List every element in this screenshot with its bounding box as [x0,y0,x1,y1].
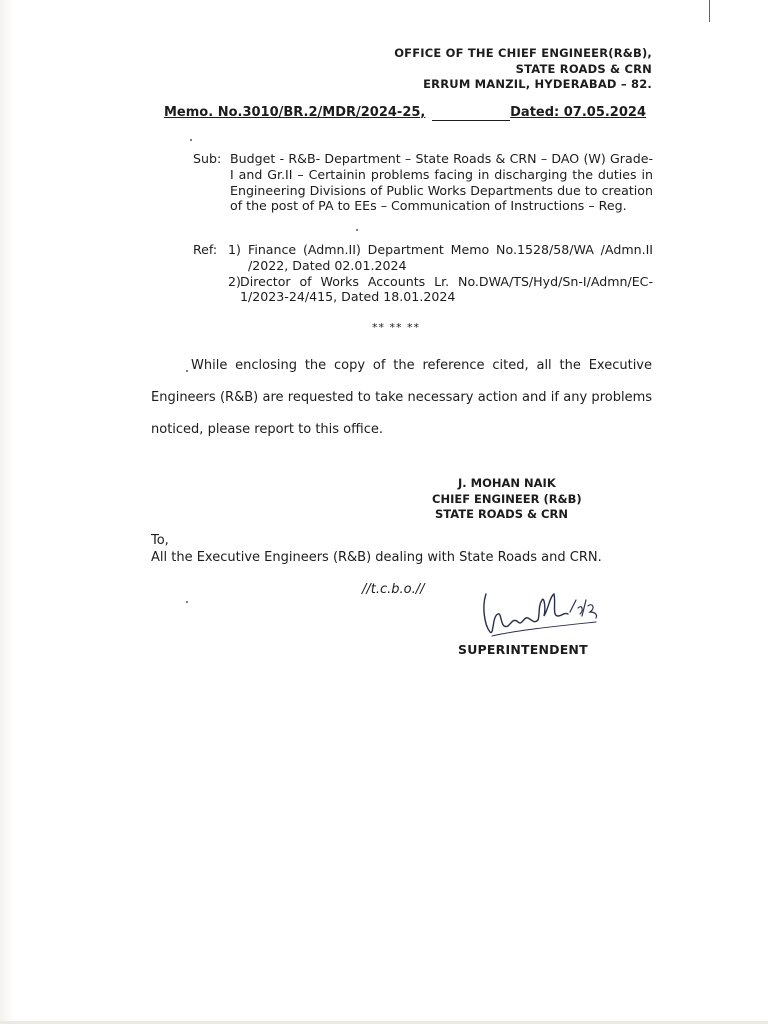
reference-label: Ref: [193,242,218,257]
office-header [394,46,652,93]
scan-speck [356,229,358,231]
signatory-block [432,476,582,523]
subject-label: Sub: [193,151,222,166]
reference-list [228,242,653,305]
handwritten-signature [478,586,608,642]
section-separator: ** ** ** [372,321,420,334]
reference-text: Director of Works Accounts Lr. No.DWA/TS/Hyd/Sn-I/Admn/EC-1/2023-24/415, Dated 18.01.2024 [240,273,653,305]
page-edge-mark [709,0,710,22]
addressee-label: To, [151,533,169,548]
subject-text: Budget - R&B- Department – State Roads & CRN – DAO (W) Grade-I and Gr.II – Certainin problems facing in discharging the duties in Engineering Divisions of Public Works Departments due to creation of the post of PA to EEs – Communication of Instructions – Reg. [230,151,653,214]
office-line-3: ERRUM MANZIL, HYDERABAD – 82. [423,77,652,91]
office-line-1: OFFICE OF THE CHIEF ENGINEER(R&B), [394,46,652,60]
addressee-text: All the Executive Engineers (R&B) dealing with State Roads and CRN. [151,550,602,565]
page-left-edge [0,0,14,1024]
reference-item [228,242,653,274]
scan-speck [186,601,188,603]
body-paragraph: While enclosing the copy of the reference cited, all the Executive Engineers (R&B) are requested to take necessary action and if any problems noticed, please report to this office. [151,358,652,437]
superintendent-label: SUPERINTENDENT [458,642,588,657]
signatory-office: STATE ROADS & CRN [435,507,568,521]
memo-underline-rule [432,120,510,121]
reference-number: 1) [228,242,241,257]
signatory-name: J. MOHAN NAIK [458,476,556,490]
scan-speck [190,139,192,141]
reference-item [228,274,653,306]
memo-number: Memo. No.3010/BR.2/MDR/2024-25, [164,105,426,120]
reference-text: Finance (Admn.II) Department Memo No.1528/58/WA /Admn.II /2022, Dated 02.01.2024 [248,242,653,273]
memo-line [164,105,646,123]
signatory-designation: CHIEF ENGINEER (R&B) [432,491,582,506]
office-line-2: STATE ROADS & CRN [515,61,652,76]
reference-number: 2) [228,273,241,289]
tcbo-mark: //t.c.b.o.// [362,582,425,597]
memo-date: Dated: 07.05.2024 [510,105,646,120]
